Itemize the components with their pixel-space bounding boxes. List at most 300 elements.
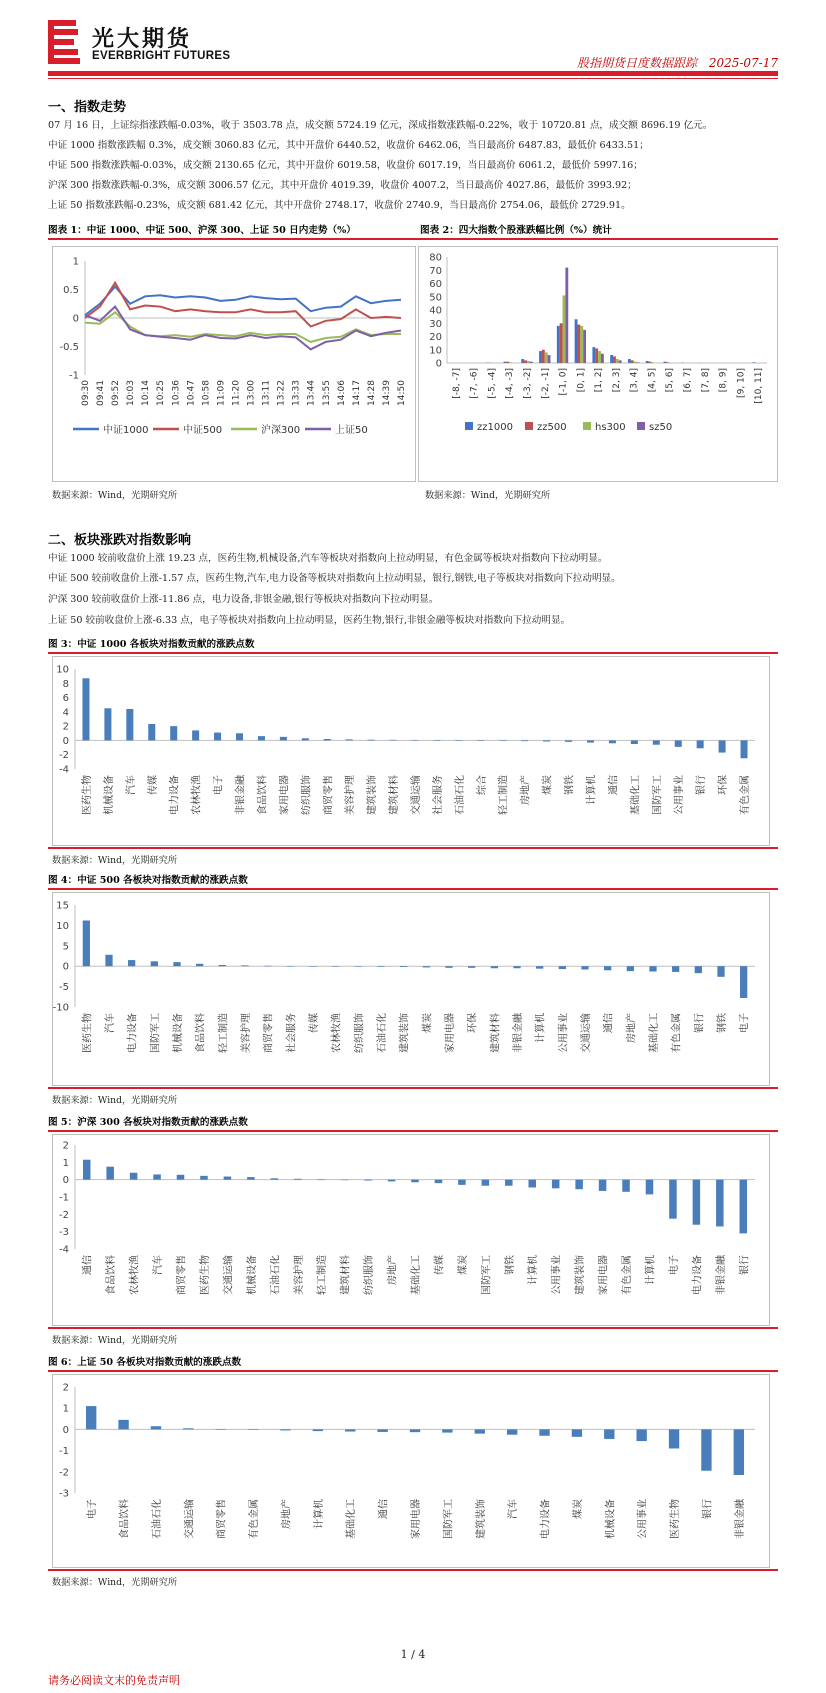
bar: [280, 1429, 290, 1430]
bar: [241, 965, 248, 966]
bar: [646, 1180, 654, 1195]
x-tick-label: 交通运输: [184, 1499, 196, 1539]
x-tick-label: 家用电器: [445, 1013, 456, 1053]
fig5-source: 数据来源：Wind，光期研究所: [52, 1335, 178, 1346]
bar: [345, 1429, 355, 1431]
bar: [609, 740, 616, 743]
y-tick-label: 60: [429, 279, 442, 290]
x-tick-label: 计算机: [645, 1255, 657, 1285]
bar: [126, 709, 133, 740]
y-tick-label: 2: [62, 721, 69, 733]
bar: [128, 960, 135, 966]
y-tick-label: 10: [56, 664, 69, 676]
fig4-bottom-rule: [48, 1087, 778, 1089]
fig6-frame: [52, 1374, 770, 1568]
bar: [130, 1173, 138, 1180]
fig5-frame: [52, 1134, 770, 1326]
bar: [649, 362, 652, 363]
fig1-chart: [53, 247, 415, 481]
x-tick-label: 14:17: [351, 380, 362, 406]
y-tick-label: 10: [56, 920, 69, 932]
x-tick-label: 传媒: [434, 1255, 446, 1275]
bar: [435, 1180, 443, 1183]
x-tick-label: 10:36: [171, 380, 182, 406]
bar: [613, 356, 616, 363]
y-tick-label: 1: [62, 1157, 69, 1169]
header-rule-thin: [48, 78, 778, 79]
bar: [521, 359, 524, 363]
x-tick-label: 基础化工: [411, 1255, 422, 1295]
y-tick-label: 1: [62, 1403, 69, 1415]
x-tick-label: [8, 9]: [718, 368, 729, 393]
bar: [622, 1180, 630, 1192]
x-tick-label: 美容护理: [345, 775, 357, 815]
bar: [153, 1174, 161, 1179]
y-tick-label: -1: [59, 1192, 69, 1204]
x-tick-label: 石油石化: [151, 1499, 163, 1539]
x-tick-label: 国防军工: [652, 775, 664, 815]
x-tick-label: 食品饮料: [195, 1013, 207, 1053]
bar: [672, 966, 679, 972]
fig6-title: 图 6：上证 50 各板块对指数贡献的涨跌点数: [48, 1357, 242, 1368]
bar: [368, 740, 375, 741]
bar: [151, 1426, 161, 1429]
x-tick-label: 14:06: [336, 380, 347, 406]
x-tick-label: 国防军工: [481, 1255, 493, 1295]
x-tick-label: [-2, -1]: [540, 368, 551, 399]
bar: [183, 1428, 193, 1429]
bar: [507, 1429, 517, 1434]
x-tick-label: 机械设备: [103, 775, 115, 815]
bar: [634, 362, 637, 363]
bar: [302, 738, 309, 740]
bar: [364, 1180, 372, 1181]
bar: [390, 740, 397, 741]
y-tick-label: -4: [59, 764, 69, 776]
x-tick-label: [-5, -4]: [487, 368, 498, 399]
bar: [599, 1180, 607, 1191]
bar: [559, 966, 566, 969]
x-tick-label: 计算机: [528, 1255, 540, 1285]
x-tick-label: 10:14: [141, 380, 152, 406]
x-tick-label: 商贸零售: [263, 1013, 275, 1053]
x-tick-label: 计算机: [586, 775, 598, 805]
bar: [542, 350, 545, 363]
fig1-frame: [52, 246, 416, 482]
x-tick-label: 建筑材料: [490, 1013, 502, 1053]
bar: [83, 921, 90, 967]
section1-paragraph: 沪深 300 指数涨跌幅-0.3%，成交额 3006.57 亿元，其中开盘价 4019.39，收盘价 4007.2，当日最高价 4027.86，最低价 3993.92；: [48, 180, 637, 191]
legend-label: zz1000: [477, 422, 513, 433]
y-tick-label: -2: [59, 1467, 69, 1479]
x-tick-label: [6, 7]: [683, 368, 693, 393]
section2-title: 二、板块涨跌对指数影响: [48, 533, 192, 548]
bar: [693, 1180, 701, 1225]
legend-swatch: [637, 422, 645, 430]
bar: [442, 1429, 452, 1432]
x-tick-label: 建筑材料: [389, 775, 401, 815]
bar: [309, 966, 316, 967]
y-tick-label: 40: [429, 305, 442, 317]
y-tick-label: -3: [59, 1227, 69, 1239]
x-tick-label: [9, 10]: [736, 368, 747, 398]
bar: [565, 268, 568, 363]
page-number: 1 / 4: [400, 1648, 426, 1661]
bar: [631, 740, 638, 744]
fig1-title: 图表 1：中证 1000、中证 500、沪深 300、上证 50 日内走势（%）: [48, 225, 356, 236]
x-tick-label: 轻工制造: [317, 1255, 329, 1295]
bar: [258, 736, 265, 740]
bar: [734, 1429, 744, 1475]
section1-paragraph: 中证 500 指数涨跌幅-0.03%，成交额 2130.65 亿元，其中开盘价 6019.58，收盘价 6017.19，当日最高价 6061.2，最低价 5997.16；: [48, 160, 643, 171]
bar: [581, 966, 588, 969]
y-tick-label: 4: [62, 707, 69, 719]
x-tick-label: 农林牧渔: [129, 1255, 141, 1295]
x-tick-label: 银行: [702, 1499, 714, 1519]
x-tick-label: 计算机: [313, 1499, 325, 1529]
bar: [619, 360, 622, 363]
bar: [410, 1429, 420, 1432]
bar: [575, 1180, 583, 1190]
x-tick-label: [7, 8]: [700, 368, 711, 393]
bar: [475, 1429, 485, 1433]
fig3-bottom-rule: [48, 847, 778, 849]
x-tick-label: 电子: [213, 775, 225, 795]
bar: [477, 740, 484, 741]
x-tick-label: [-1, 0]: [558, 368, 569, 396]
bar: [536, 966, 543, 968]
y-tick-label: -1: [69, 370, 79, 382]
x-tick-label: 房地产: [626, 1013, 638, 1043]
x-tick-label: 食品饮料: [119, 1499, 131, 1539]
x-tick-label: 家用电器: [411, 1499, 422, 1539]
x-tick-label: [3, 4]: [629, 368, 640, 393]
y-tick-label: 15: [56, 900, 69, 912]
bar: [236, 733, 243, 740]
x-tick-label: 建筑装饰: [367, 775, 379, 815]
bar: [192, 730, 199, 740]
x-tick-label: 有色金属: [622, 1255, 634, 1295]
bar: [649, 966, 656, 971]
bar: [592, 347, 595, 363]
bar: [388, 1180, 396, 1182]
x-tick-label: 电力设备: [540, 1499, 552, 1539]
bar: [528, 1180, 536, 1188]
series-line: [85, 283, 401, 327]
x-tick-label: 非银金融: [715, 1255, 727, 1295]
bar: [530, 362, 533, 363]
bar: [604, 1429, 614, 1439]
bar: [543, 740, 550, 741]
y-tick-label: 0.5: [63, 285, 79, 296]
bar: [504, 362, 507, 363]
bar: [287, 966, 294, 967]
x-tick-label: 09:30: [81, 380, 91, 406]
bar: [423, 966, 430, 967]
y-tick-label: 0: [62, 1175, 69, 1187]
bar: [294, 1179, 302, 1180]
bar: [524, 360, 527, 363]
x-tick-label: 机械设备: [173, 1013, 184, 1053]
x-tick-label: 食品饮料: [106, 1255, 118, 1295]
x-tick-label: 13:00: [246, 380, 257, 406]
x-tick-label: 农林牧渔: [331, 1013, 343, 1053]
bar: [527, 361, 530, 363]
x-tick-label: [-8, -7]: [451, 368, 462, 399]
x-tick-label: [5, 6]: [665, 368, 676, 393]
x-tick-label: 公用事业: [674, 775, 686, 815]
fig5-bottom-rule: [48, 1327, 778, 1329]
legend-label: 沪深300: [261, 425, 301, 436]
x-tick-label: 汽车: [105, 1013, 116, 1033]
fig12-title-rule: [48, 238, 778, 240]
section2-paragraph: 上证 50 较前收盘价上涨-6.33 点，电子等板块对指数向上拉动明显，医药生物,银行,非银金融等板块对指数向下拉动明显。: [48, 615, 571, 626]
fig6-source: 数据来源：Wind，光期研究所: [52, 1577, 178, 1588]
x-tick-label: [4, 5]: [647, 368, 658, 393]
x-tick-label: 通信: [82, 1255, 94, 1275]
x-tick-label: 房地产: [387, 1255, 399, 1285]
x-tick-label: [-7, -6]: [469, 368, 480, 399]
x-tick-label: 通信: [608, 775, 620, 795]
x-tick-label: [-4, -3]: [505, 368, 516, 399]
legend-label: 中证500: [183, 425, 223, 436]
bar: [695, 966, 702, 973]
x-tick-label: 13:33: [291, 380, 302, 406]
x-tick-label: 医药生物: [82, 1013, 94, 1053]
bar: [628, 359, 631, 363]
x-tick-label: 银行: [739, 1255, 751, 1275]
bar: [716, 1180, 724, 1227]
x-tick-label: 纺织服饰: [354, 1013, 366, 1053]
x-tick-label: 10:03: [126, 380, 137, 406]
fig3-title-rule: [48, 652, 778, 654]
y-tick-label: 8: [62, 678, 69, 690]
bar: [604, 966, 611, 970]
disclaimer-link[interactable]: 请务必阅读文末的免责声明: [48, 1674, 180, 1687]
bar: [324, 739, 331, 740]
bar: [200, 1176, 208, 1180]
bar: [563, 295, 566, 363]
bar: [505, 1180, 513, 1186]
bar: [572, 1429, 582, 1436]
fig3-title: 图 3：中证 1000 各板块对指数贡献的涨跌点数: [48, 639, 255, 650]
x-tick-label: 公用事业: [558, 1013, 570, 1053]
x-tick-label: 10:25: [156, 380, 167, 406]
x-tick-label: 14:28: [366, 380, 377, 406]
x-tick-label: 石油石化: [454, 775, 466, 815]
bar: [717, 966, 724, 977]
company-name-cn: 光大期货: [92, 27, 193, 52]
legend-label: 上证50: [335, 425, 368, 436]
legend-label: sz50: [649, 422, 673, 433]
x-tick-label: [0, 1]: [576, 368, 587, 393]
report-date: 2025-07-17: [708, 56, 778, 70]
legend-swatch: [525, 422, 533, 430]
bar: [653, 740, 660, 744]
y-tick-label: 30: [429, 318, 442, 330]
fig2-chart: [419, 247, 777, 481]
bar: [557, 326, 560, 363]
y-tick-label: 1: [72, 256, 79, 268]
bar: [548, 355, 551, 363]
x-tick-label: 家用电器: [279, 775, 291, 815]
bar: [580, 326, 583, 363]
bar: [83, 1160, 91, 1180]
y-tick-label: -3: [59, 1488, 69, 1500]
fig1-source: 数据来源：Wind，光期研究所: [52, 490, 178, 501]
x-tick-label: 食品饮料: [257, 775, 269, 815]
bar: [499, 740, 506, 741]
bar: [104, 708, 111, 740]
bar: [377, 1429, 387, 1432]
fig3-source: 数据来源：Wind，光期研究所: [52, 855, 178, 866]
x-tick-label: 电力设备: [692, 1255, 704, 1295]
x-tick-label: 有色金属: [740, 775, 752, 815]
bar: [170, 726, 177, 740]
legend-swatch: [583, 422, 591, 430]
x-tick-label: 汽车: [125, 775, 137, 795]
x-tick-label: 煤炭: [457, 1255, 469, 1275]
fig2-title: 图表 2：四大指数个股涨跌幅比例（%）统计: [420, 225, 612, 236]
header-rule: [48, 71, 778, 76]
bar: [214, 733, 221, 741]
y-tick-label: -2: [59, 750, 69, 762]
fig3-frame: [52, 656, 770, 846]
bar: [741, 740, 748, 758]
x-tick-label: 轻工制造: [218, 1013, 230, 1053]
x-tick-label: 建筑装饰: [399, 1013, 411, 1053]
bar: [248, 1429, 258, 1430]
y-tick-label: 2: [62, 1140, 69, 1152]
bar: [247, 1177, 255, 1180]
x-tick-label: 电子: [739, 1013, 751, 1033]
bar: [664, 362, 667, 363]
bar: [637, 362, 640, 363]
y-tick-label: -2: [59, 1209, 69, 1221]
y-tick-label: 70: [429, 265, 442, 277]
legend-swatch: [465, 422, 473, 430]
x-tick-label: 石油石化: [270, 1255, 282, 1295]
x-tick-label: 13:44: [306, 380, 317, 406]
section2-paragraph: 沪深 300 较前收盘价上涨-11.86 点，电力设备,非银金融,银行等板块对指数向下拉动明显。: [48, 594, 439, 605]
x-tick-label: 电子: [87, 1499, 99, 1519]
bar: [610, 355, 613, 363]
bar: [740, 1180, 748, 1234]
legend-label: 中证1000: [103, 425, 149, 436]
bar: [666, 362, 669, 363]
bar: [346, 739, 353, 740]
x-tick-label: [2, 3]: [611, 368, 622, 393]
x-tick-label: 基础化工: [649, 1013, 660, 1053]
x-tick-label: 综合: [476, 775, 488, 795]
x-tick-label: 环保: [718, 775, 730, 795]
x-tick-label: 交通运输: [581, 1013, 592, 1053]
bar: [491, 966, 498, 968]
x-tick-label: 商贸零售: [176, 1255, 188, 1295]
bar: [355, 966, 362, 967]
bar: [565, 740, 572, 741]
bar: [595, 348, 598, 363]
bar: [646, 361, 649, 363]
x-tick-label: 14:50: [397, 380, 407, 406]
y-tick-label: -1: [59, 1446, 69, 1458]
bar: [219, 965, 226, 966]
y-tick-label: 0: [435, 358, 442, 370]
x-tick-label: [10, 11]: [754, 368, 765, 404]
bar: [577, 325, 580, 363]
legend-label: hs300: [595, 422, 626, 433]
bar: [509, 362, 512, 363]
bar: [669, 1429, 679, 1448]
bar: [545, 352, 548, 363]
x-tick-label: 机械设备: [605, 1499, 617, 1539]
x-tick-label: 汽车: [508, 1499, 520, 1519]
y-tick-label: -10: [53, 1002, 69, 1014]
x-tick-label: 建筑材料: [340, 1255, 352, 1295]
bar: [433, 740, 440, 741]
x-tick-label: 煤炭: [542, 775, 554, 795]
x-tick-label: 非银金融: [513, 1013, 524, 1053]
x-tick-label: 13:55: [321, 380, 332, 406]
bar: [482, 1180, 490, 1186]
x-tick-label: 纺织服饰: [301, 775, 313, 815]
section2-paragraph: 中证 500 较前收盘价上涨-1.57 点，医药生物,汽车,电力设备等板块对指数向上拉动明显，银行,钢铁,电子等板块对指数向下拉动明显。: [48, 573, 621, 584]
bar: [513, 966, 520, 968]
bar: [575, 319, 578, 363]
x-tick-label: 房地产: [520, 775, 532, 805]
y-tick-label: 5: [62, 941, 69, 953]
x-tick-label: 国防军工: [150, 1013, 162, 1053]
fig5-title: 图 5：沪深 300 各板块对指数贡献的涨跌点数: [48, 1117, 248, 1128]
x-tick-label: 钢铁: [564, 775, 576, 795]
bar: [587, 740, 594, 742]
y-tick-label: 80: [429, 252, 442, 264]
x-tick-label: 煤炭: [422, 1013, 434, 1033]
section2-paragraph: 中证 1000 较前收盘价上涨 19.23 点，医药生物,机械设备,汽车等板块对指数向上拉动明显，有色金属等板块对指数向下拉动明显。: [48, 553, 608, 564]
bar: [105, 955, 112, 966]
bar: [521, 740, 528, 741]
x-tick-label: 环保: [467, 1013, 479, 1033]
bar: [148, 724, 155, 740]
x-tick-label: 非银金融: [235, 775, 247, 815]
bar: [313, 1429, 323, 1431]
bar: [631, 360, 634, 363]
everbright-logo-icon: [48, 20, 80, 64]
x-tick-label: 电子: [668, 1255, 680, 1275]
bar: [560, 323, 563, 363]
fig6-chart: [53, 1375, 769, 1567]
x-tick-label: 钢铁: [504, 1255, 516, 1275]
bar: [224, 1177, 232, 1180]
x-tick-label: 10:47: [186, 380, 197, 406]
bar: [264, 966, 271, 967]
bar: [341, 1180, 349, 1181]
x-tick-label: 石油石化: [377, 1013, 388, 1053]
y-tick-label: 6: [62, 693, 69, 705]
x-tick-label: [-3, -2]: [523, 368, 533, 399]
x-tick-label: 传媒: [147, 775, 159, 795]
section1-paragraph: 中证 1000 指数涨跌幅 0.3%，成交额 3060.83 亿元，其中开盘价 6440.52，收盘价 6462.06，当日最高价 6487.83，最低价 6433.51；: [48, 140, 649, 151]
x-tick-label: 商贸零售: [323, 775, 335, 815]
bar: [601, 354, 604, 363]
bar: [216, 1429, 226, 1430]
fig5-chart: [53, 1135, 769, 1325]
bar: [377, 966, 384, 967]
x-tick-label: 医药生物: [670, 1499, 682, 1539]
x-tick-label: 银行: [696, 775, 708, 795]
bar: [583, 330, 586, 363]
fig6-title-rule: [48, 1370, 778, 1372]
